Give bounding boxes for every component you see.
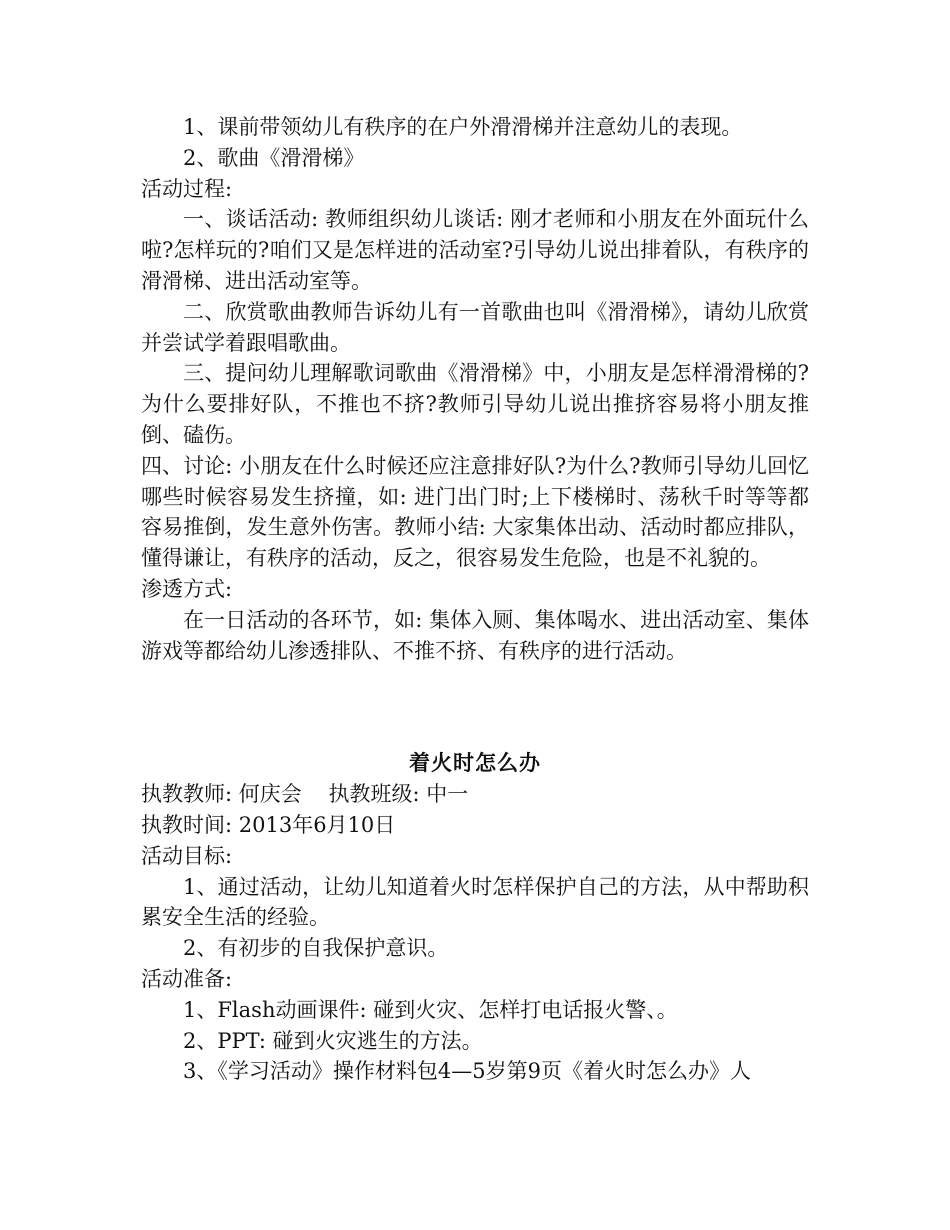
process-item-2: 二、欣赏歌曲教师告诉幼儿有一首歌曲也叫《滑滑梯》，请幼儿欣赏并尝试学着跟唱歌曲。 xyxy=(141,299,809,355)
penetration-paragraph: 在一日活动的各环节，如: 集体入厕、集体喝水、进出活动室、集体游戏等都给幼儿渗透排队、不推不挤、有秩序的进行活动。 xyxy=(141,607,809,663)
material-item-3: 3、《学习活动》操作材料包4—5岁第9页《着火时怎么办》人 xyxy=(183,1059,751,1084)
prep-item-2: 2、歌曲《滑滑梯》 xyxy=(183,145,365,170)
discussion-paragraph: 四、讨论: 小朋友在什么时候还应注意排好队?为什么?教师引导幼儿回忆哪些时候容易发生挤撞，如: 进门出门时;上下楼梯时、荡秋千时等等都容易推倒，发生意外伤害。教师小结: 大家集体出动、活动时都应排队，懂得谦让，有秩序的活动，反之，很容易发生危险，也是不礼貌的。 xyxy=(141,453,809,571)
prep-item-1: 1、课前带领幼儿有秩序的在户外滑滑梯并注意幼儿的表现。 xyxy=(183,115,743,139)
process-item-3: 三、提问幼儿理解歌词歌曲《滑滑梯》中，小朋友是怎样滑滑梯的?为什么要排好队，不推也不挤?教师引导幼儿说出推挤容易将小朋友推倒、磕伤。 xyxy=(141,361,809,447)
lesson-title: 着火时怎么办 xyxy=(409,750,541,776)
goals-heading: 活动目标: xyxy=(141,843,233,868)
goal-item-2: 2、有初步的自我保护意识。 xyxy=(183,936,449,961)
process-item-1: 一、谈话活动: 教师组织幼儿谈话: 刚才老师和小朋友在外面玩什么啦?怎样玩的?咱们又是怎样进的活动室?引导幼儿说出排着队，有秩序的滑滑梯、进出活动室等。 xyxy=(141,207,809,293)
teaching-time-row: 执教时间: 2013年6月10日 xyxy=(141,812,396,837)
teacher-class-row: 执教教师: 何庆会 执教班级: 中一 xyxy=(141,782,469,807)
document-page xyxy=(141,112,809,1087)
penetration-heading: 渗透方式: xyxy=(141,576,233,601)
process-heading: 活动过程: xyxy=(141,176,233,201)
goal-item-1: 1、通过活动，让幼儿知道着火时怎样保护自己的方法，从中帮助积累安全生活的经验。 xyxy=(141,874,809,930)
material-item-2: 2、PPT: 碰到火灾逃生的方法。 xyxy=(183,1028,483,1053)
material-item-1: 1、Flash动画课件: 碰到火灾、怎样打电话报火警、。 xyxy=(183,997,678,1022)
section-gap xyxy=(141,666,809,728)
materials-heading: 活动准备: xyxy=(141,966,233,991)
